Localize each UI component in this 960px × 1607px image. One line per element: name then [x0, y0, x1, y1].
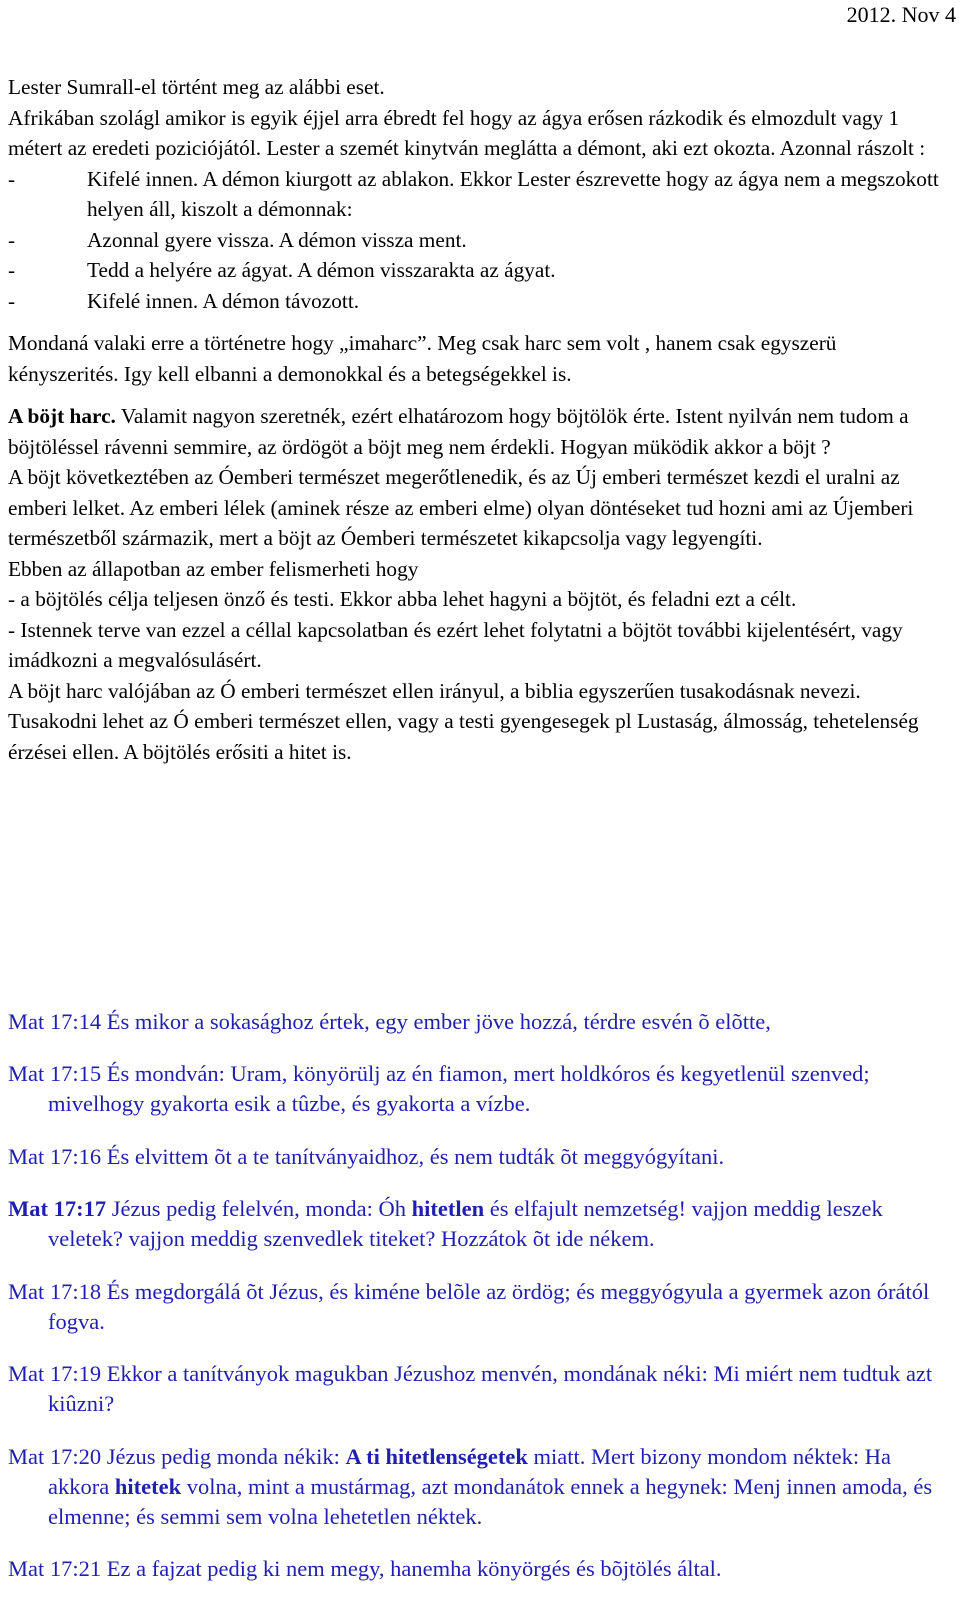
emphasis-word: hitetlen [411, 1196, 485, 1221]
dash-marker: - [8, 227, 16, 252]
verse-item: Mat 17:21 Ez a fajzat pedig ki nem megy, hanemha könyörgés és bõjtölés által. [8, 1556, 722, 1581]
section-heading: A böjt harc. [8, 404, 116, 428]
verse-item: Mat 17:19 Ekkor a tanítványok magukban Jézushoz menvén, mondának néki: Mi miért nem tudtuk azt kiûzni? [8, 1361, 933, 1416]
bible-verses [8, 984, 952, 1607]
verse-item: Mat 17:20 Jézus pedig monda nékik: A ti hitetlenségetek miatt. Mert bizony mondom néktek: Ha akkora hitetek volna, mint a mustármag, azt mondanátok ennek a hegynek: Menj innen amoda, és elmenne; és semmi sem volna lehetetlen néktek. [8, 1443, 933, 1529]
fasting-paragraph: A böjt következtében az Óemberi természet megerőtlenedik, és az Új emberi természet kezdi el uralni az emberi lelket. Az emberi lélek (aminek része az emberi elme) olyan döntéseket tud hozni ami az Újemberi természetből származik, mert a böjt az Óemberi természetet kikapcsolja vagy legyengíti. [8, 465, 914, 550]
dialogue-list [8, 164, 952, 317]
verse-ref: Mat 17:16 [8, 1143, 102, 1169]
dash-marker: - [8, 288, 16, 313]
dash-marker: - [8, 166, 16, 191]
verse-item: Mat 17:16 És elvittem õt a te tanítványaidhoz, és nem tudták õt meggyógyítani. [8, 1143, 725, 1169]
fasting-paragraph: A böjt harc valójában az Ó emberi természet ellen irányul, a biblia egyszerűen tusakodásnak nevezi. Tusakodni lehet az Ó emberi természet ellen, vagy a testi gyengesegek pl Lustaság, álmosság, tehetelenség érzései ellen. A böjtölés erősiti a hitet is. [8, 678, 919, 764]
document-date: 2012. Nov 4 [846, 2, 956, 27]
verse-ref: Mat 17:21 [8, 1556, 102, 1581]
verse-item: Mat 17:17 Jézus pedig felelvén, monda: Óh hitetlen és elfajult nemzetség! vajjon meddig leszek veletek? vajjon meddig szenvedlek titeket? Hozzátok õt ide nékem. [8, 1196, 883, 1251]
main-text [8, 72, 952, 767]
verse-ref: Mat 17:20 [8, 1443, 102, 1469]
verse-ref: Mat 17:19 [8, 1361, 102, 1386]
fasting-paragraph: Ebben az állapotban az ember felismerheti hogy [8, 556, 419, 581]
dash-marker: - [8, 258, 16, 282]
dialogue-item: - Azonnal gyere vissza. A démon vissza ment. [8, 225, 952, 256]
verse-ref: Mat 17:18 [8, 1278, 102, 1304]
dialogue-item: - Kifelé innen. A démon távozott. [8, 286, 952, 317]
dialogue-item: - Tedd a helyére az ágyat. A démon visszarakta az ágyat. [8, 255, 952, 286]
verse-item: Mat 17:18 És megdorgálá õt Jézus, és kiméne belõle az ördög; és meggyógyula a gyermek azon órától fogva. [8, 1278, 930, 1334]
verse-ref: Mat 17:15 [8, 1061, 102, 1086]
comment-paragraph: Mondaná valaki erre a történetre hogy „imaharc”. Meg csak harc sem volt , hanem csak egyszerü kényszerités. Igy kell elbanni a demonokkal és a betegségekkel is. [8, 331, 837, 386]
fasting-paragraph: - Istennek terve van ezzel a céllal kapcsolatban és ezért lehet folytatni a böjtöt további kijelentésért, vagy imádkozni a megvalósulásért. [8, 617, 903, 672]
intro-line: Lester Sumrall-el történt meg az alábbi eset. [8, 75, 385, 99]
verse-ref: Mat 17:14 [8, 1008, 102, 1034]
emphasis-phrase: A ti hitetlenségetek [345, 1443, 528, 1469]
dialogue-item: - Kifelé innen. A démon kiurgott az ablakon. Ekkor Lester észrevette hogy az ágya nem a megszokott helyen áll, kiszolt a démonnak: [8, 164, 952, 225]
verse-item: Mat 17:14 És mikor a sokasághoz értek, egy ember jöve hozzá, térdre esvén õ elõtte, [8, 1008, 771, 1034]
verse-ref: Mat 17:17 [8, 1196, 107, 1221]
fasting-intro: A böjt harc. Valamit nagyon szeretnék, ezért elhatározom hogy böjtölök érte. Istent nyilván nem tudom a böjtöléssel rávenni semmire, az ördögöt a böjt meg nem érdekli. Hogyan müködik akkor a böjt ? [8, 404, 909, 459]
verse-item: Mat 17:15 És mondván: Uram, könyörülj az én fiamon, mert holdkóros és kegyetlenül szenved; mivelhogy gyakorta esik a tûzbe, és gyakorta a vízbe. [8, 1061, 870, 1116]
emphasis-word: hitetek [114, 1473, 182, 1499]
fasting-paragraph: - a böjtölés célja teljesen önző és testi. Ekkor abba lehet hagyni a böjtöt, és feladni ezt a célt. [8, 587, 797, 611]
intro-paragraph: Afrikában szolágl amikor is egyik éjjel arra ébredt fel hogy az ágya erősen rázkodik és elmozdult vagy 1 métert az eredeti poziciójától. Lester a szemét kinytván meglátta a démont, aki ezt okozta. Azonnal rászolt : [8, 105, 926, 160]
